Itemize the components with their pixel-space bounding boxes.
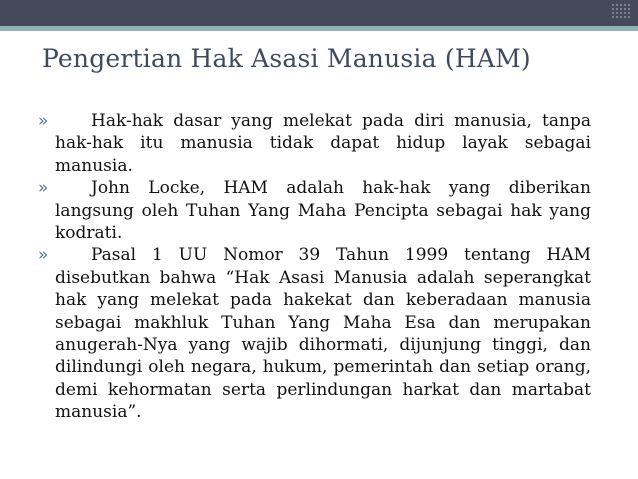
header-accent-stripe xyxy=(0,26,638,31)
bullet-text-1: Hak-hak dasar yang melekat pada diri manusia, tanpa hak-hak itu manusia tidak dapat hidup layak sebagai manusia. xyxy=(55,111,591,176)
bullet-text-2: John Locke, HAM adalah hak-hak yang diberikan langsung oleh Tuhan Yang Maha Pencipta sebagai hak yang kodrati. xyxy=(55,178,591,244)
bullet-marker: » xyxy=(38,245,49,266)
header-bar xyxy=(0,0,638,26)
bullet-marker: » xyxy=(38,178,49,199)
bullet-marker: » xyxy=(38,111,49,131)
bullet-item-1 xyxy=(38,110,591,177)
corner-dots-decoration xyxy=(612,4,632,22)
bullet-item-2 xyxy=(38,177,591,244)
slide-title: Pengertian Hak Asasi Manusia (HAM) xyxy=(42,44,531,73)
bullet-text-3: Pasal 1 UU Nomor 39 Tahun 1999 tentang HAM disebutkan bahwa “Hak Asasi Manusia adalah seperangkat hak yang melekat pada hakekat dan keberadaan manusia sebagai makhluk Tuhan Yang Maha Esa dan merupakan anugerah-Nya yang wajib dihormati, dijunjung tinggi, dan dilindungi oleh negara, hukum, pemerintah dan setiap orang, demi kehormatan serta perlindungan harkat dan martabat manusia”. xyxy=(55,245,591,423)
bullet-item-3 xyxy=(38,244,591,423)
slide-content xyxy=(38,110,591,424)
